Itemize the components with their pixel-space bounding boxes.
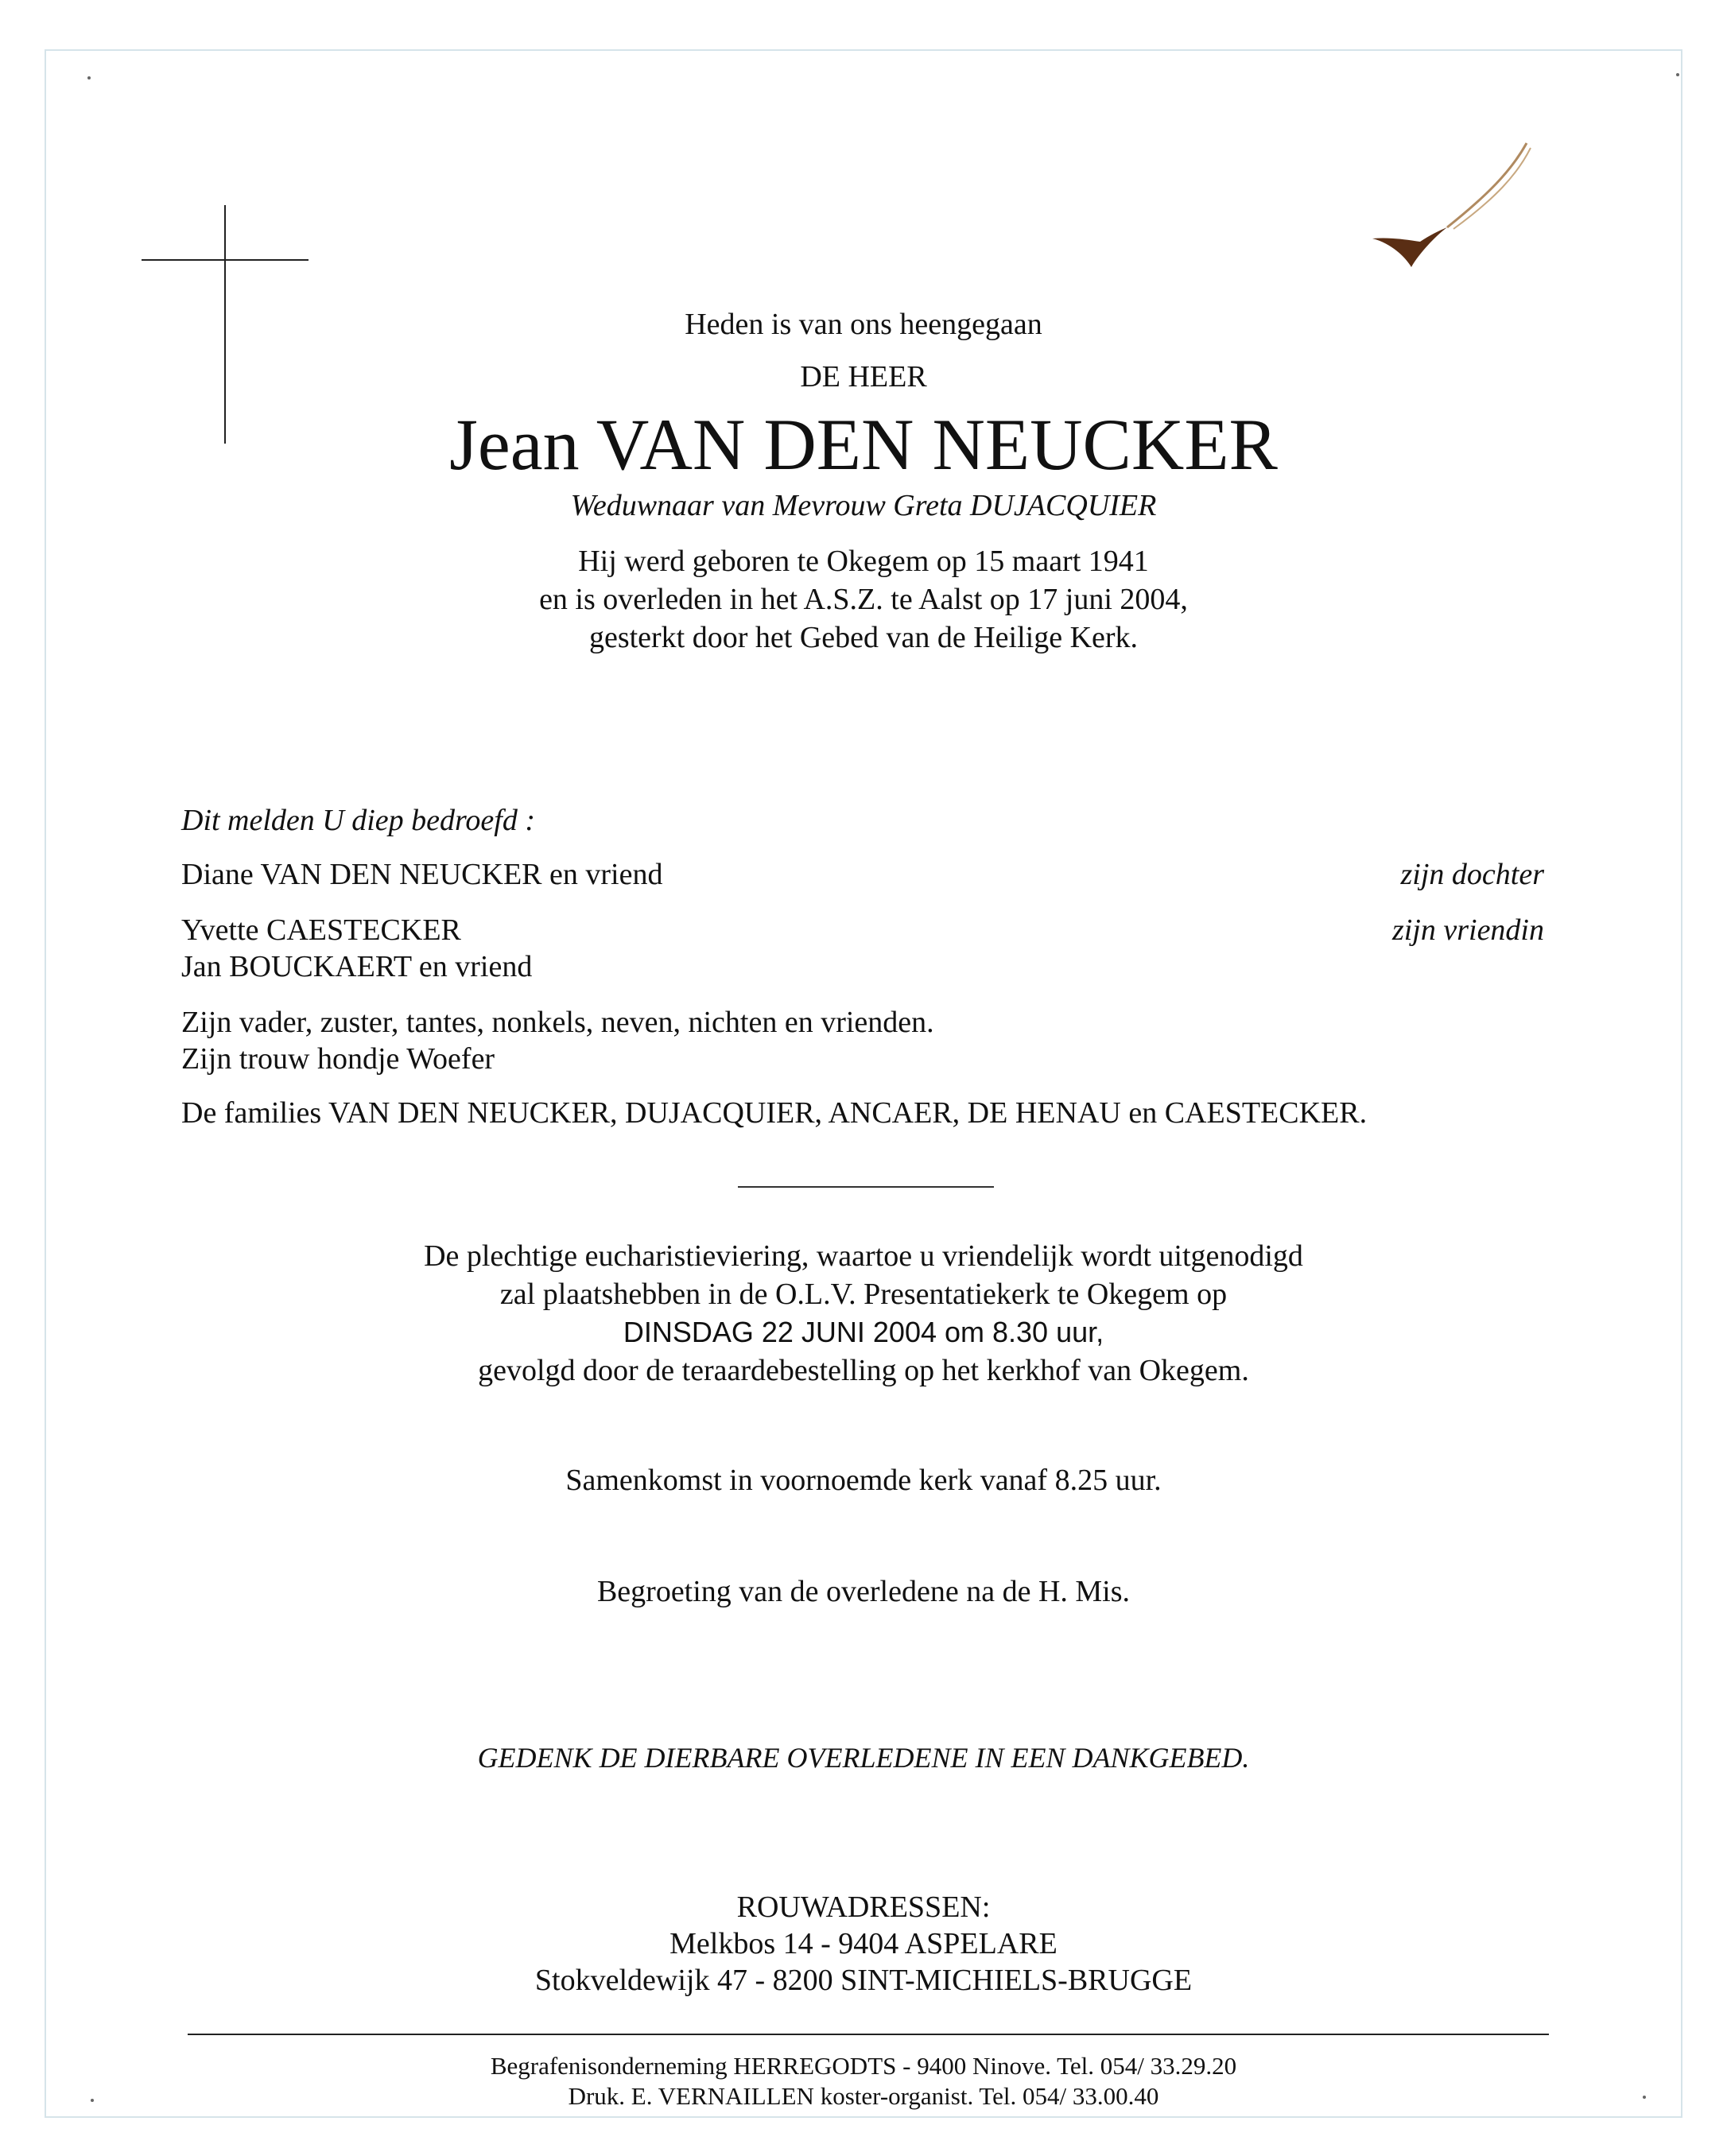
service-date: DINSDAG 22 JUNI 2004 om 8.30 uur,	[623, 1316, 1104, 1348]
bird-icon	[1368, 140, 1543, 275]
speck	[1676, 73, 1679, 76]
biography	[0, 542, 1727, 657]
footer	[0, 2051, 1727, 2111]
addresses	[0, 1889, 1727, 1999]
service-line: zal plaatshebben in de O.L.V. Presentatiekerk te Okegem op	[499, 1278, 1228, 1311]
speck	[1643, 2096, 1646, 2099]
service-info	[0, 1237, 1727, 1390]
cross-icon-horizontal	[142, 259, 309, 261]
footer-divider	[188, 2034, 1549, 2035]
service-line: De plechtige eucharistieviering, waartoe u vriendelijk wordt uitgenodigd	[424, 1239, 1303, 1273]
family-row: De families VAN DEN NEUCKER, DUJACQUIER, ANCAER, DE HENAU en CAESTECKER.	[181, 1096, 1368, 1130]
family-row: Jan BOUCKAERT en vriend	[181, 950, 533, 983]
family-row: Diane VAN DEN NEUCKER en vriend	[181, 858, 663, 891]
remember-line: GEDENK DE DIERBARE OVERLEDENE IN EEN DANKGEBED.	[477, 1742, 1250, 1774]
speck	[91, 2099, 94, 2102]
footer-line: Druk. E. VERNAILLEN koster-organist. Tel. 054/ 33.00.40	[568, 2082, 1159, 2110]
address-line: Stokveldewijk 47 - 8200 SINT-MICHIELS-BRUGGE	[534, 1964, 1193, 1997]
bio-line: gesterkt door het Gebed van de Heilige Kerk.	[588, 621, 1139, 654]
service-line: gevolgd door de teraardebestelling op het kerkhof van Okegem.	[478, 1354, 1249, 1387]
bio-line: Hij werd geboren te Okegem op 15 maart 1941	[578, 545, 1149, 578]
family-relation: zijn dochter	[1400, 858, 1544, 891]
family-row: Yvette CAESTECKER	[181, 913, 461, 947]
family-relation: zijn vriendin	[1391, 913, 1544, 947]
footer-line: Begrafenisonderneming HERREGODTS - 9400 Ninove. Tel. 054/ 33.29.20	[490, 2052, 1237, 2080]
addresses-heading: ROUWADRESSEN:	[736, 1890, 991, 1924]
family-row: Zijn trouw hondje Woefer	[181, 1042, 495, 1076]
divider	[738, 1186, 994, 1188]
family-row: Zijn vader, zuster, tantes, nonkels, neven, nichten en vrienden.	[181, 1006, 934, 1039]
address-line: Melkbos 14 - 9404 ASPELARE	[669, 1927, 1058, 1960]
greeting-line: Begroeting van de overledene na de H. Mis.	[596, 1575, 1131, 1608]
speck	[87, 76, 91, 79]
intro-text: Heden is van ons heengegaan	[685, 308, 1042, 341]
deceased-name: Jean VAN DEN NEUCKER	[449, 404, 1278, 485]
widower-line: Weduwnaar van Mevrouw Greta DUJACQUIER	[570, 489, 1157, 522]
announce-line: Dit melden U diep bedroefd :	[181, 804, 535, 837]
honorific: DE HEER	[800, 360, 927, 394]
bio-line: en is overleden in het A.S.Z. te Aalst op 17 juni 2004,	[539, 583, 1188, 616]
gathering-line: Samenkomst in voornoemde kerk vanaf 8.25 uur.	[565, 1464, 1162, 1497]
